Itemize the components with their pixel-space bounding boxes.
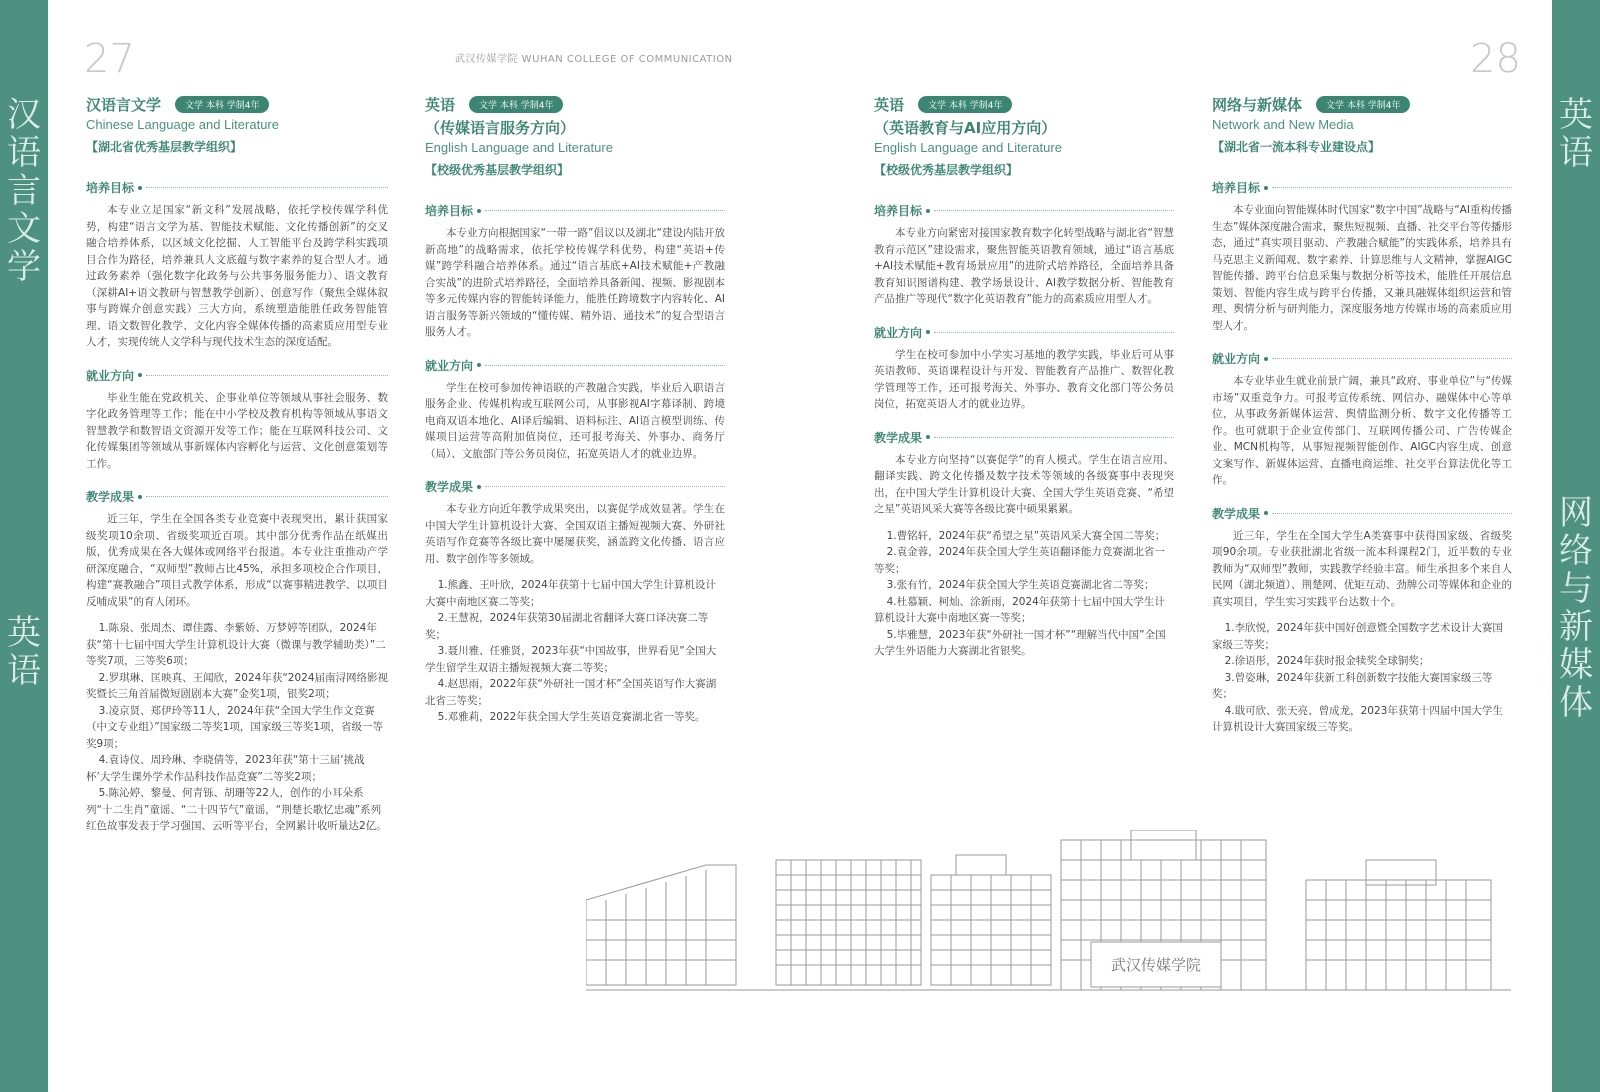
right-side-strip — [1552, 0, 1600, 1092]
major-direction: （传媒语言服务方向） — [425, 119, 576, 137]
goal-text: 本专业立足国家“新文科”发展战略，依托学校传媒学科优势，构建“语言文学为基、智能技术赋能、文化传播创新”的交叉融合培养体系，以区域文化挖掘、人工智能平台及跨学科实践项目合作为路径，培养兼具人文底蕴与数字素养的复合型人才。通过政务素养（强化数字化政务与公共事务服务能力）、语文教育（深耕AI+语文教研与智慧教学创新）、创意写作（聚焦全媒体叙事与跨媒介创意实践）三大方向，系统塑造能胜任政务智能管理、语文数智化教学、文化内容全媒体传播的高素质应用型专业人才，实现传统人文学科与现代技术生态的深度适配。 — [86, 204, 388, 348]
list-item: 2.王慧祝，2024年获第30届湖北省翻译大赛口译决赛二等奖； — [425, 612, 709, 641]
honor-label: 【校级优秀基层教学组织】 — [425, 163, 570, 177]
section-header-goal: 培养目标 — [1212, 179, 1512, 196]
honor-label: 【湖北省优秀基层教学组织】 — [86, 140, 243, 154]
left-side-strip — [0, 0, 48, 1092]
degree-badge: 文学 本科 学制4年 — [469, 96, 563, 113]
list-item: 3.张有竹，2024年获全国大学生英语竞赛湖北省二等奖； — [886, 579, 1155, 591]
list-item: 1.李欣悦，2024年获中国好创意暨全国数字艺术设计大赛国家级三等奖； — [1212, 622, 1503, 651]
major-title: 英语 — [874, 96, 905, 114]
right-vertical-title-top: 英 语 — [1559, 95, 1593, 173]
list-item: 5.毕雅慧，2023年获“外研社一国才杯”“理解当代中国”全国大学生外语能力大赛湖北省银奖。 — [874, 628, 1166, 657]
list-item: 3.凌京贤、郑伊玲等11人，2024年获“全国大学生作文竞赛（中文专业组）”国家级二等奖1项，国家级三等奖1项，省级一等奖9项； — [86, 704, 384, 750]
list-item: 4.赵思雨，2022年获“外研社一国才杯”全国英语写作大赛湖北省三等奖； — [425, 678, 717, 707]
campus-buildings-illustration — [586, 830, 1511, 1000]
award-list — [425, 577, 725, 726]
list-item: 4.戢可欣、张天亮、曾成龙，2023年获第十四届中国大学生计算机设计大赛国家级三等奖。 — [1212, 704, 1503, 733]
major-title: 网络与新媒体 — [1212, 96, 1303, 114]
result-text: 本专业方向近年教学成果突出，以赛促学成效显著。学生在中国大学生计算机设计大赛、全国双语主播短视频大赛、外研社英语写作竞赛等各级比赛中屡屡获奖，涵盖跨文化传播、语言应用、数字创作等多领域。 — [425, 503, 725, 565]
major-title: 汉语言文学 — [86, 96, 162, 114]
degree-badge: 文学 本科 学制4年 — [1316, 96, 1410, 113]
major-english-name: Chinese Language and Literature — [86, 117, 279, 132]
column-chinese-literature — [86, 94, 388, 835]
column-network-new-media — [1212, 94, 1512, 736]
section-header-job: 就业方向 — [874, 324, 1174, 341]
list-item: 1.陈泉、张周杰、谭佳露、李紫娇、万梦婷等团队，2024年获“第十七届中国大学生计算机设计大赛（微课与教学辅助类）”二等奖7项，三等奖6项； — [86, 622, 386, 667]
major-english-name: English Language and Literature — [425, 140, 613, 155]
result-text: 本专业方向坚持“以赛促学”的育人模式。学生在语言应用、翻译实践、跨文化传播及数字技术等领域的各级赛事中表现突出，在中国大学生计算机设计大赛、全国大学生英语竞赛、“希望之星”英语风采大赛等各级比赛中硕果累累。 — [874, 453, 1174, 515]
section-header-job: 就业方向 — [425, 357, 725, 374]
list-item: 3.曾姿琳，2024年获新工科创新数字技能大赛国家级三等奖； — [1212, 671, 1493, 700]
section-header-goal: 培养目标 — [874, 202, 1174, 219]
major-english-name: English Language and Literature — [874, 140, 1062, 155]
page-number-left: 27 — [84, 36, 135, 82]
page-number-right: 28 — [1470, 36, 1521, 82]
result-text: 近三年，学生在全国各类专业竞赛中表现突出，累计获国家级奖项10余项、省级奖项近百项。其中部分优秀作品在纸媒出版，优秀成果在各大媒体或网络平台报道。本专业注重推动产学研深度融合，“双师型”教师占比45%，承担多项校企合作项目，构建“赛教融合”项目式教学体系，形成“以赛事精进教学、以项目反哺成果”的育人闭环。 — [86, 513, 388, 608]
column-english-education — [874, 94, 1174, 660]
list-item: 5.陈沁婷、黎曼、何青铄、胡珊等22人，创作的小耳朵系列“十二生肖”童谣、“二十四节气”童谣，“荆楚长歌忆忠魂”系列红色故事发表于学习强国、云听等平台，全网累计收听量达2亿。 — [86, 787, 387, 832]
section-header-result: 教学成果 — [1212, 505, 1512, 522]
result-text: 近三年，学生在全国大学生A类赛事中获得国家级、省级奖项90余项。专业获批湖北省级一流本科课程2门，近半数的专业教师为“双师型”教师，实践教学经验丰富。师生承担多个来自人民网（湖北频道）、荆楚网、优矩互动、劲牌公司等媒体和企业的真实项目，学生实习实践平台达数十个。 — [1212, 529, 1512, 608]
major-title: 英语 — [425, 96, 456, 114]
section-header-goal: 培养目标 — [86, 179, 388, 196]
job-text: 毕业生能在党政机关、企事业单位等领域从事社会服务、数字化政务管理等工作；能在中小学校及教育机构等领域从事语文智慧教学和数智语文资源开发等工作；能在互联网科技公司、文化传媒集团等领域从事新媒体内容孵化与运营、文化创意策划等工作。 — [86, 391, 388, 470]
major-english-name: Network and New Media — [1212, 117, 1354, 132]
section-header-result: 教学成果 — [874, 429, 1174, 446]
column-english-media — [425, 94, 725, 726]
list-item: 2.袁金蓉，2024年获全国大学生英语翻译能力竞赛湖北省一等奖； — [874, 546, 1165, 575]
list-item: 2.徐语彤，2024年获时报金犊奖全球铜奖； — [1224, 655, 1430, 667]
list-item: 5.邓雅莉，2022年获全国大学生英语竞赛湖北省一等奖。 — [437, 711, 706, 723]
left-vertical-title-bottom: 英 语 — [7, 613, 41, 691]
list-item: 4.袁诗仪、周玲琳、李晓倩等，2023年获“第十三届‘挑战杯’大学生课外学术作品科技作品竞赛”二等奖2项； — [86, 754, 365, 783]
degree-badge: 文学 本科 学制4年 — [918, 96, 1012, 113]
list-item: 1.曹铭轩，2024年获“希望之星”英语风采大赛全国二等奖； — [886, 529, 1166, 542]
section-header-result: 教学成果 — [86, 488, 388, 505]
campus-sign-text: 武汉传媒学院 — [1110, 956, 1202, 974]
goal-text: 本专业方向紧密对接国家教育数字化转型战略与湖北省“智慧教育示范区”建设需求，聚焦智能英语教育领域，通过“语言基底+AI技术赋能+教育场景应用”的进阶式培养路径，全面培养具备教育知识图谱构建、教学场景设计、AI教学数据分析、智能教育产品推广等现代“数字化英语教育”能力的高素质应用型人才。 — [874, 227, 1174, 305]
list-item: 2.罗琪琳、匡映真、王闻欣，2024年获“2024届南浔网络影视奖暨长三角首届微短剧剧本大赛”金奖1项，银奖2项； — [86, 671, 388, 700]
honor-label: 【校级优秀基层教学组织】 — [874, 163, 1019, 177]
award-list — [86, 620, 388, 835]
section-header-job: 就业方向 — [1212, 350, 1512, 367]
list-item: 4.杜慕颖、柯灿、涂新雨，2024年获第十七届中国大学生计算机设计大赛中南地区赛一等奖； — [874, 595, 1165, 624]
goal-text: 本专业方向根据国家“一带一路”倡议以及湖北“建设内陆开放新高地”的战略需求，依托学校传媒学科优势，构建“英语+传媒”跨学科融合培养体系。通过“语言基底+AI技术赋能+产教融合实战”的进阶式培养路径，全面培养具备新闻、视频、影视剧本等多元传媒内容的智能转译能力，能胜任跨境数字内容转化、AI语言服务等新兴领域的“懂传媒、精外语、通技术”的复合型语言服务人才。 — [425, 227, 725, 338]
job-text: 本专业毕业生就业前景广阔，兼具“政府、事业单位”与“传媒市场”双重竞争力。可报考宣传系统、网信办、融媒体中心等单位，从事政务新媒体运营、舆情监测分析、数字文化传播等工作。也可就职于企业宣传部门、互联网传播公司、广告传媒企业、MCN机构等，从事短视频智能创作、AIGC内容生成、创意文案写作、新媒体运营、直播电商运维、社交平台算法优化等工作。 — [1212, 375, 1512, 486]
award-list — [874, 528, 1174, 660]
left-vertical-title-top: 汉 语 言 文 学 — [7, 95, 41, 287]
section-header-goal: 培养目标 — [425, 202, 725, 219]
college-header: 武汉传媒学院 WUHAN COLLEGE OF COMMUNICATION — [455, 54, 733, 65]
list-item: 3.聂川雅、任雅贤，2023年获“中国故事，世界看见”全国大学生留学生双语主播短视频大赛二等奖； — [425, 645, 717, 674]
degree-badge: 文学 本科 学制4年 — [175, 96, 269, 113]
honor-label: 【湖北省一流本科专业建设点】 — [1212, 140, 1381, 154]
job-text: 学生在校可参加中小学实习基地的教学实践，毕业后可从事英语教师、英语课程设计与开发、智能教育产品推广、数智化教学管理等工作，还可报考海关、外事办、教育文化部门等公务员岗位，拓宽英语人才的就业边界。 — [874, 348, 1174, 410]
award-list — [1212, 620, 1512, 736]
right-vertical-title-bottom: 网 络 与 新 媒 体 — [1559, 493, 1593, 723]
section-header-job: 就业方向 — [86, 367, 388, 384]
job-text: 学生在校可参加传神语联的产教融合实践，毕业后入职语言服务企业、传媒机构或互联网公司，从事影视AI字幕译制、跨境电商双语本地化、AI译后编辑、语料标注、AI语言模型训练、传媒项目运营等高附加值岗位，还可报考海关、外事办、商务厅（局）、文旅部门等公务员岗位，拓宽英语人才的就业边界。 — [425, 381, 725, 460]
goal-text: 本专业面向智能媒体时代国家“数字中国”战略与“AI重构传播生态”媒体深度融合需求，聚焦短视频、直播、社交平台等传播形态，通过“真实项目驱动、产教融合赋能”的实践体系，培养具有马克思主义新闻观、数字素养、计算思维与人文精神，掌握AIGC智能传播、跨平台信息采集与数据分析等技术，能胜任开展信息策划、智能内容生成与跨平台传播，又兼具融媒体组织运营和管理、舆情分析与研判能力，深度服务地方传媒市场的高素质应用型人才。 — [1212, 204, 1512, 332]
major-direction: （英语教育与AI应用方向） — [874, 119, 1057, 137]
list-item: 1.熊鑫、王叶欣，2024年获第十七届中国大学生计算机设计大赛中南地区赛二等奖； — [425, 579, 716, 608]
section-header-result: 教学成果 — [425, 478, 725, 495]
